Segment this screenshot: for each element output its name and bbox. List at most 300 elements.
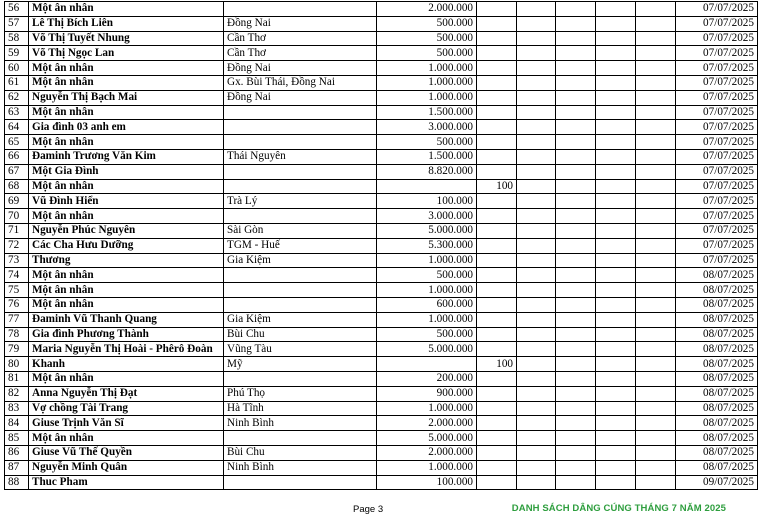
table-row [5,475,758,490]
amount-vnd: 2.000.000 [377,445,477,460]
amount-vnd: 5.000.000 [377,431,477,446]
table-row [5,401,758,416]
empty-cell [556,120,596,135]
donation-date: 08/07/2025 [676,342,758,357]
amount-vnd: 500.000 [377,46,477,61]
empty-cell [556,75,596,90]
empty-cell [517,209,556,224]
amount-vnd: 1.000.000 [377,312,477,327]
donor-place [224,135,377,150]
amount-vnd: 500.000 [377,268,477,283]
empty-cell [517,90,556,105]
empty-cell [596,135,636,150]
row-number: 88 [5,475,29,490]
amount-usd [477,416,517,431]
amount-usd [477,342,517,357]
table-row [5,312,758,327]
empty-cell [596,46,636,61]
donation-date: 07/07/2025 [676,209,758,224]
document-title: DANH SÁCH DÂNG CÚNG THÁNG 7 NĂM 2025 [511,503,726,514]
donor-place: Ninh Bình [224,416,377,431]
donor-name: Một ân nhân [29,371,224,386]
donor-place: Gx. Bùi Thái, Đồng Nai [224,75,377,90]
donor-place [224,164,377,179]
table-row [5,90,758,105]
empty-cell [517,431,556,446]
empty-cell [636,46,676,61]
empty-cell [636,342,676,357]
donor-name: Một ân nhân [29,105,224,120]
donor-place: TGM - Huế [224,238,377,253]
donor-place [224,268,377,283]
amount-vnd: 500.000 [377,327,477,342]
table-row [5,386,758,401]
amount-usd [477,445,517,460]
empty-cell [556,386,596,401]
row-number: 63 [5,105,29,120]
amount-usd [477,164,517,179]
donor-name: Thuc Pham [29,475,224,490]
amount-usd [477,194,517,209]
row-number: 64 [5,120,29,135]
donation-date: 07/07/2025 [676,194,758,209]
empty-cell [517,75,556,90]
empty-cell [596,2,636,17]
empty-cell [517,46,556,61]
donor-place: Hà Tĩnh [224,401,377,416]
table-row [5,416,758,431]
donor-place: Bùi Chu [224,445,377,460]
donation-date: 07/07/2025 [676,149,758,164]
table-row [5,75,758,90]
table-row [5,61,758,76]
amount-vnd: 2.000.000 [377,416,477,431]
empty-cell [636,90,676,105]
row-number: 56 [5,2,29,17]
amount-usd [477,401,517,416]
empty-cell [517,371,556,386]
table-row [5,105,758,120]
donation-date: 07/07/2025 [676,179,758,194]
amount-vnd [377,357,477,372]
empty-cell [636,268,676,283]
donor-name: Võ Thị Ngọc Lan [29,46,224,61]
amount-usd [477,268,517,283]
amount-vnd: 1.500.000 [377,149,477,164]
amount-usd [477,297,517,312]
row-number: 58 [5,31,29,46]
row-number: 72 [5,238,29,253]
empty-cell [517,16,556,31]
donor-place [224,209,377,224]
donor-name: Một ân nhân [29,75,224,90]
empty-cell [596,475,636,490]
empty-cell [517,179,556,194]
donor-place: Thái Nguyên [224,149,377,164]
row-number: 84 [5,416,29,431]
row-number: 87 [5,460,29,475]
row-number: 71 [5,223,29,238]
empty-cell [556,223,596,238]
donation-date: 07/07/2025 [676,90,758,105]
amount-vnd: 8.820.000 [377,164,477,179]
empty-cell [596,268,636,283]
amount-vnd: 5.000.000 [377,223,477,238]
row-number: 86 [5,445,29,460]
empty-cell [636,194,676,209]
empty-cell [636,135,676,150]
empty-cell [596,223,636,238]
empty-cell [556,445,596,460]
row-number: 69 [5,194,29,209]
donation-date: 08/07/2025 [676,431,758,446]
donor-name: Thương [29,253,224,268]
donation-date: 09/07/2025 [676,475,758,490]
donor-place: Trà Lý [224,194,377,209]
amount-vnd: 100.000 [377,475,477,490]
donation-date: 07/07/2025 [676,253,758,268]
donor-name: Các Cha Hưu Dưỡng [29,238,224,253]
empty-cell [596,342,636,357]
amount-usd [477,312,517,327]
donor-name: Lê Thị Bích Liên [29,16,224,31]
empty-cell [517,194,556,209]
amount-usd [477,105,517,120]
empty-cell [636,401,676,416]
donation-date: 07/07/2025 [676,31,758,46]
empty-cell [636,416,676,431]
table-row [5,342,758,357]
donation-date: 07/07/2025 [676,238,758,253]
row-number: 62 [5,90,29,105]
donation-date: 07/07/2025 [676,61,758,76]
empty-cell [556,16,596,31]
row-number: 65 [5,135,29,150]
table-row [5,431,758,446]
donation-date: 08/07/2025 [676,386,758,401]
amount-vnd: 1.000.000 [377,90,477,105]
donor-place [224,105,377,120]
amount-vnd: 1.000.000 [377,283,477,298]
donor-name: Một ân nhân [29,61,224,76]
empty-cell [636,31,676,46]
empty-cell [517,253,556,268]
amount-usd: 100 [477,179,517,194]
empty-cell [556,342,596,357]
empty-cell [517,416,556,431]
row-number: 81 [5,371,29,386]
empty-cell [556,209,596,224]
empty-cell [517,105,556,120]
donor-place: Vũng Tàu [224,342,377,357]
empty-cell [636,431,676,446]
empty-cell [517,386,556,401]
empty-cell [517,164,556,179]
row-number: 73 [5,253,29,268]
empty-cell [517,312,556,327]
empty-cell [556,149,596,164]
empty-cell [636,297,676,312]
donor-name: Khanh [29,357,224,372]
donation-date: 08/07/2025 [676,416,758,431]
donation-date: 07/07/2025 [676,75,758,90]
empty-cell [596,105,636,120]
empty-cell [556,31,596,46]
empty-cell [556,327,596,342]
donor-place: Cần Thơ [224,31,377,46]
amount-vnd [377,179,477,194]
empty-cell [636,357,676,372]
donor-name: Một ân nhân [29,209,224,224]
empty-cell [636,327,676,342]
donor-name: Gia đình 03 anh em [29,120,224,135]
empty-cell [556,312,596,327]
empty-cell [636,16,676,31]
empty-cell [636,105,676,120]
donor-place: Gia Kiệm [224,312,377,327]
row-number: 66 [5,149,29,164]
amount-vnd: 200.000 [377,371,477,386]
empty-cell [556,46,596,61]
donor-name: Một ân nhân [29,431,224,446]
donor-place [224,179,377,194]
amount-usd [477,460,517,475]
empty-cell [517,238,556,253]
row-number: 79 [5,342,29,357]
donation-date: 08/07/2025 [676,401,758,416]
amount-vnd: 1.000.000 [377,61,477,76]
amount-usd [477,46,517,61]
empty-cell [556,164,596,179]
empty-cell [517,460,556,475]
empty-cell [556,105,596,120]
donation-date: 07/07/2025 [676,46,758,61]
empty-cell [596,179,636,194]
donation-date: 07/07/2025 [676,16,758,31]
empty-cell [596,416,636,431]
amount-usd [477,149,517,164]
empty-cell [556,371,596,386]
empty-cell [517,268,556,283]
table-row [5,268,758,283]
empty-cell [596,61,636,76]
empty-cell [556,238,596,253]
empty-cell [556,416,596,431]
empty-cell [517,31,556,46]
empty-cell [596,283,636,298]
page-number: Page 3 [353,504,384,515]
donor-name: Đaminh Trương Văn Kim [29,149,224,164]
empty-cell [556,253,596,268]
donation-date: 08/07/2025 [676,297,758,312]
empty-cell [596,194,636,209]
empty-cell [636,238,676,253]
empty-cell [596,238,636,253]
donor-name: Một ân nhân [29,268,224,283]
table-row [5,357,758,372]
row-number: 68 [5,179,29,194]
empty-cell [596,297,636,312]
row-number: 85 [5,431,29,446]
row-number: 83 [5,401,29,416]
donor-place: Đồng Nai [224,90,377,105]
empty-cell [636,149,676,164]
empty-cell [556,2,596,17]
empty-cell [517,342,556,357]
donation-date: 07/07/2025 [676,2,758,17]
amount-vnd: 900.000 [377,386,477,401]
empty-cell [636,120,676,135]
table-row [5,135,758,150]
amount-vnd: 5.000.000 [377,342,477,357]
donor-place: Sài Gòn [224,223,377,238]
empty-cell [517,149,556,164]
table-row [5,297,758,312]
table-row [5,164,758,179]
donation-date: 07/07/2025 [676,135,758,150]
empty-cell [596,312,636,327]
donor-name: Vợ chồng Tài Trang [29,401,224,416]
donor-place: Phú Thọ [224,386,377,401]
empty-cell [636,283,676,298]
amount-vnd: 3.000.000 [377,120,477,135]
amount-usd [477,253,517,268]
empty-cell [596,401,636,416]
amount-vnd: 3.000.000 [377,209,477,224]
amount-usd [477,90,517,105]
row-number: 60 [5,61,29,76]
empty-cell [556,460,596,475]
amount-usd [477,209,517,224]
empty-cell [556,268,596,283]
donor-name: Anna Nguyễn Thị Đạt [29,386,224,401]
table-row [5,179,758,194]
empty-cell [556,135,596,150]
empty-cell [636,475,676,490]
empty-cell [556,61,596,76]
amount-usd [477,120,517,135]
empty-cell [556,283,596,298]
table-row [5,445,758,460]
empty-cell [556,194,596,209]
empty-cell [636,2,676,17]
empty-cell [596,90,636,105]
donation-table-body [5,2,758,490]
table-row [5,253,758,268]
amount-vnd: 2.000.000 [377,2,477,17]
donation-date: 07/07/2025 [676,120,758,135]
empty-cell [636,179,676,194]
donation-date: 08/07/2025 [676,312,758,327]
empty-cell [596,431,636,446]
empty-cell [517,2,556,17]
empty-cell [636,164,676,179]
row-number: 80 [5,357,29,372]
empty-cell [596,327,636,342]
empty-cell [517,135,556,150]
donation-date: 08/07/2025 [676,283,758,298]
empty-cell [596,357,636,372]
donation-table [4,1,758,490]
donation-date: 08/07/2025 [676,357,758,372]
empty-cell [596,460,636,475]
amount-usd [477,327,517,342]
donor-place: Bùi Chu [224,327,377,342]
amount-usd [477,61,517,76]
row-number: 70 [5,209,29,224]
empty-cell [636,61,676,76]
row-number: 76 [5,297,29,312]
donor-name: Maria Nguyễn Thị Hoài - Phêrô Đoàn [29,342,224,357]
empty-cell [596,75,636,90]
amount-usd [477,475,517,490]
row-number: 82 [5,386,29,401]
empty-cell [636,460,676,475]
donor-name: Một Gia Đình [29,164,224,179]
amount-vnd: 1.000.000 [377,253,477,268]
amount-usd [477,386,517,401]
donor-name: Một ân nhân [29,2,224,17]
donor-place [224,371,377,386]
donor-place [224,475,377,490]
amount-vnd: 1.500.000 [377,105,477,120]
empty-cell [596,386,636,401]
table-row [5,2,758,17]
donor-place: Mỹ [224,357,377,372]
donation-date: 07/07/2025 [676,164,758,179]
empty-cell [596,445,636,460]
row-number: 57 [5,16,29,31]
amount-vnd: 500.000 [377,135,477,150]
donor-place: Cần Thơ [224,46,377,61]
row-number: 67 [5,164,29,179]
donation-date: 08/07/2025 [676,327,758,342]
table-row [5,327,758,342]
donor-place [224,2,377,17]
table-row [5,16,758,31]
amount-usd: 100 [477,357,517,372]
table-row [5,283,758,298]
amount-usd [477,371,517,386]
empty-cell [596,371,636,386]
donor-name: Giuse Vũ Thế Quyền [29,445,224,460]
donor-place: Đồng Nai [224,61,377,76]
empty-cell [517,445,556,460]
empty-cell [636,371,676,386]
donor-place: Đồng Nai [224,16,377,31]
amount-usd [477,75,517,90]
table-row [5,238,758,253]
row-number: 74 [5,268,29,283]
amount-vnd: 500.000 [377,31,477,46]
empty-cell [517,120,556,135]
amount-vnd: 1.000.000 [377,401,477,416]
row-number: 78 [5,327,29,342]
empty-cell [636,386,676,401]
amount-vnd: 1.000.000 [377,75,477,90]
table-row [5,31,758,46]
donor-name: Vũ Đình Hiển [29,194,224,209]
table-row [5,120,758,135]
empty-cell [596,149,636,164]
amount-vnd: 5.300.000 [377,238,477,253]
amount-usd [477,431,517,446]
amount-usd [477,31,517,46]
empty-cell [596,209,636,224]
table-row [5,460,758,475]
donor-name: Giuse Trịnh Văn Sĩ [29,416,224,431]
donor-name: Gia đình Phương Thành [29,327,224,342]
